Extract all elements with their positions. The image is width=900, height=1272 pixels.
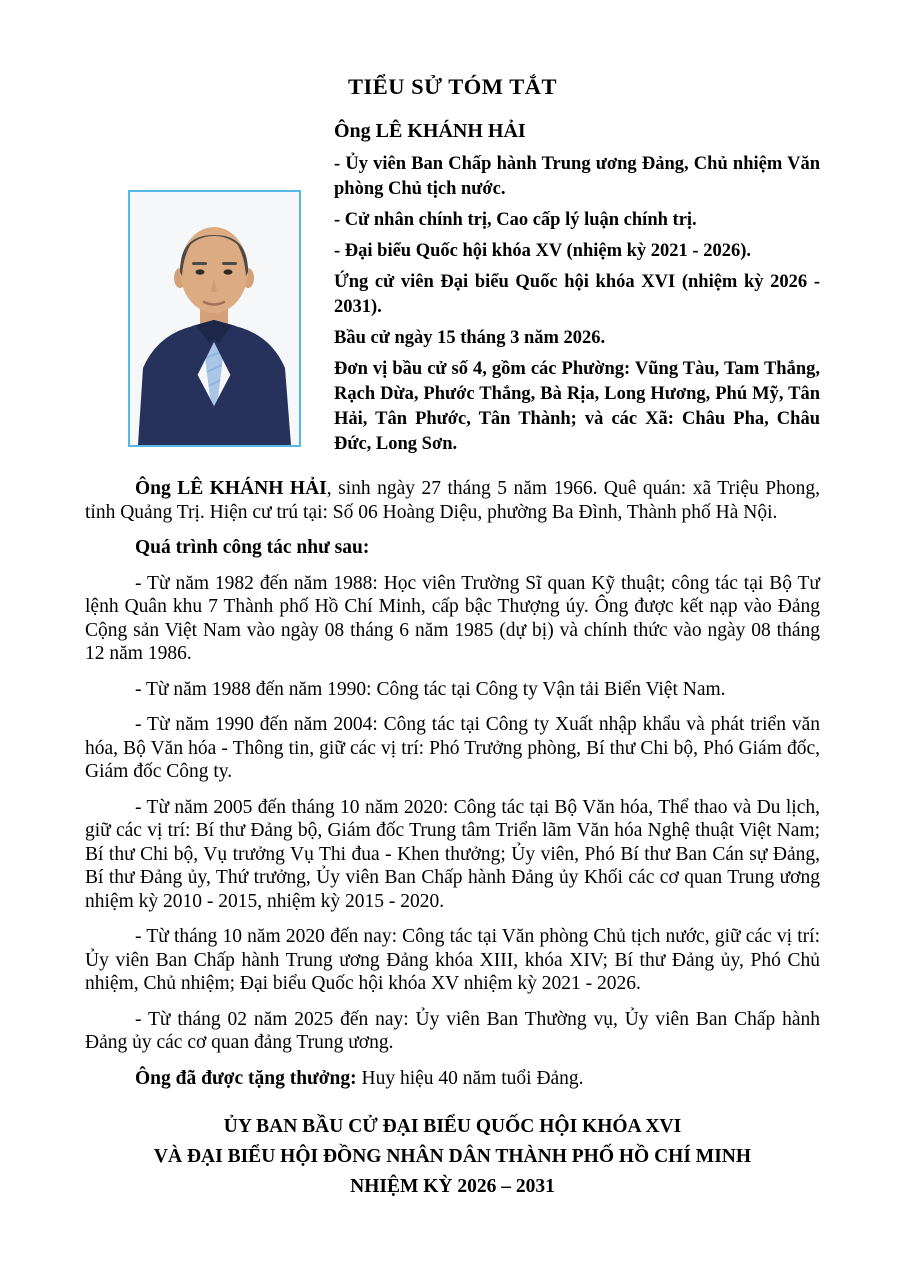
biography-intro (85, 477, 820, 524)
award-label: Ông đã được tặng thưởng: (135, 1067, 357, 1089)
candidate-photo (128, 190, 301, 447)
profile-item-education: - Cử nhân chính trị, Cao cấp lý luận chính trị. (334, 210, 697, 230)
biography-intro-text: , sinh ngày 27 tháng 5 năm 1966. Quê quán: xã Triệu Phong, tỉnh Quảng Trị. Hiện cư trú tại: Số 06 Hoàng Diệu, phường Ba Đình, Thành phố Hà Nội. (85, 478, 820, 523)
footer-line-2: VÀ ĐẠI BIỂU HỘI ĐỒNG NHÂN DÂN THÀNH PHỐ HỒ CHÍ MINH (153, 1146, 752, 1167)
biography-section (85, 477, 820, 1090)
career-item-1990-2004: - Từ năm 1990 đến năm 2004: Công tác tại Công ty Xuất nhập khẩu và phát triển văn hóa, Bộ Văn hóa - Thông tin, giữ các vị trí: Phó Trưởng phòng, Bí thư Chi bộ, Phó Giám đốc, Giám đốc Công ty. (85, 714, 820, 782)
award-text: Huy hiệu 40 năm tuổi Đảng. (356, 1067, 584, 1089)
career-heading: Quá trình công tác như sau: (135, 537, 370, 558)
candidate-name: Ông LÊ KHÁNH HẢI (334, 120, 526, 142)
profile-item-deputy-xv: - Đại biểu Quốc hội khóa XV (nhiệm kỳ 2021 - 2026). (334, 241, 751, 261)
profile-item-election-date: Bầu cử ngày 15 tháng 3 năm 2026. (334, 328, 606, 348)
header-section (85, 120, 820, 463)
biography-intro-name: Ông LÊ KHÁNH HẢI (135, 478, 327, 499)
career-item-2025-now: - Từ tháng 02 năm 2025 đến nay: Ủy viên Ban Thường vụ, Ủy viên Ban Chấp hành Đảng ủy các cơ quan đảng Trung ương. (85, 1008, 820, 1053)
career-item-2020-now: - Từ tháng 10 năm 2020 đến nay: Công tác tại Văn phòng Chủ tịch nước, giữ các vị trí: Ủy viên Ban Chấp hành Trung ương Đảng khóa XIII, khóa XIV; Bí thư Đảng ủy, Phó Chủ nhiệm, Chủ nhiệm; Đại biểu Quốc hội khóa XV nhiệm kỳ 2021 - 2026. (85, 926, 820, 994)
profile-item-constituency: Đơn vị bầu cử số 4, gồm các Phường: Vũng Tàu, Tam Thắng, Rạch Dừa, Phước Thắng, Bà Rịa, Long Hương, Phú Mỹ, Tân Hải, Tân Phước, Tân Thành; và các Xã: Châu Pha, Châu Đức, Long Sơn. (334, 359, 820, 454)
career-item-2005-2020: - Từ năm 2005 đến tháng 10 năm 2020: Công tác tại Bộ Văn hóa, Thể thao và Du lịch, giữ các vị trí: Bí thư Đảng bộ, Giám đốc Trung tâm Triển lãm Văn hóa Nghệ thuật Việt Nam; Bí thư Chi bộ, Vụ trưởng Vụ Thi đua - Khen thưởng; Ủy viên, Phó Bí thư Ban Cán sự Đảng, Bí thư Đảng ủy, Thứ trưởng, Ủy viên Ban Chấp hành Đảng ủy Khối các cơ quan Trung ương nhiệm kỳ 2010 - 2015, nhiệm kỳ 2015 - 2020. (85, 796, 820, 912)
profile-summary (334, 120, 820, 463)
profile-item-party-position: - Ủy viên Ban Chấp hành Trung ương Đảng, Chủ nhiệm Văn phòng Chủ tịch nước. (334, 154, 820, 199)
footer-line-3: NHIỆM KỲ 2026 – 2031 (350, 1176, 555, 1197)
profile-item-candidate-xvi: Ứng cử viên Đại biểu Quốc hội khóa XVI (nhiệm kỳ 2026 - 2031). (334, 272, 820, 317)
footer-line-1: ỦY BAN BẦU CỬ ĐẠI BIỂU QUỐC HỘI KHÓA XVI (223, 1116, 682, 1137)
career-item-1982-1988: - Từ năm 1982 đến năm 1988: Học viên Trường Sĩ quan Kỹ thuật; công tác tại Bộ Tư lệnh Quân khu 7 Thành phố Hồ Chí Minh, cấp bậc Thượng úy. Ông được kết nạp vào Đảng Cộng sản Việt Nam vào ngày 08 tháng 6 năm 1985 (dự bị) và chính thức vào ngày 08 tháng 12 năm 1986. (85, 572, 820, 664)
portrait-photo-illustration (130, 192, 299, 445)
page-title: TIỂU SỬ TÓM TẮT (347, 74, 557, 99)
issuing-committee-footer (85, 1112, 820, 1202)
career-item-1988-1990: - Từ năm 1988 đến năm 1990: Công tác tại Công ty Vận tải Biển Việt Nam. (135, 678, 726, 700)
award-line (85, 1067, 820, 1091)
